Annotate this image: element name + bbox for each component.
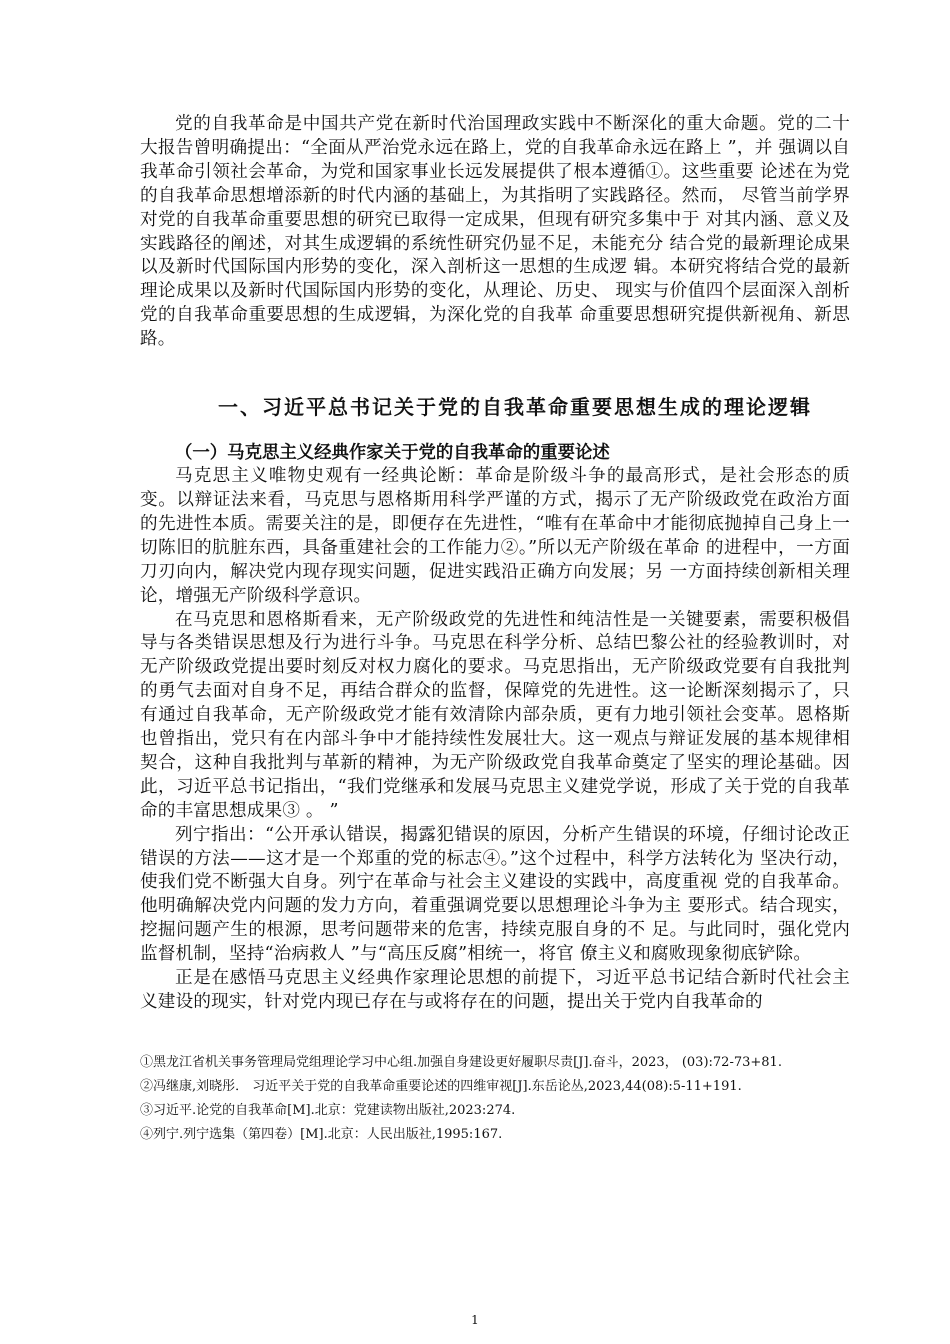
body-paragraph-4: 正是在感悟马克思主义经典作家理论思想的前提下，习近平总书记结合新时代社会主义建设的现实，针对党内现已存在与或将存在的问题，提出关于党内自我革命的 — [140, 968, 850, 1012]
subsection-heading: （一）马克思主义经典作家关于党的自我革命的重要论述 — [175, 443, 610, 464]
page-body — [140, 113, 850, 1015]
footnote-1: ①黑龙江省机关事务管理局党组理论学习中心组.加强自身建设更好履职尽责[J].奋斗，2023， (03):72-73+81. — [140, 1055, 782, 1070]
page-number: 1 — [471, 1313, 479, 1327]
body-paragraph-2: 在马克思和恩格斯看来，无产阶级政党的先进性和纯洁性是一关键要素，需要积极倡导与各类错误思想及行为进行斗争。马克思在科学分析、总结巴黎公社的经验教训时，对无产阶级政党提出要时刻反对权力腐化的要求。马克思指出，无产阶级政党要有自我批判的勇气去面对自身不足，再结合群众的监督，保障党的先进性。这一论断深刻揭示了，只有通过自我革命，无产阶级政党才能有效清除内部杂质，更有力地引领社会变革。恩格斯也曾指出，党只有在内部斗争中才能持续性发展壮大。这一观点与辩证发展的基本规律相契合，这种自我批判与革新的精神，为无产阶级政党自我革命奠定了坚实的理论基础。因此，习近平总书记指出，“我们党继承和发展马克思主义建党学说，形成了关于党的自我革命的丰富思想成果③ 。 ” — [140, 609, 850, 821]
section-heading: 一、习近平总书记关于党的自我革命重要思想生成的理论逻辑 — [218, 395, 812, 420]
footnote-3: ③习近平.论党的自我革命[M].北京：党建读物出版社,2023:274. — [140, 1103, 516, 1118]
body-paragraph-1: 马克思主义唯物史观有一经典论断：革命是阶级斗争的最高形式，是社会形态的质变。以辩证法来看，马克思与恩格斯用科学严谨的方式，揭示了无产阶级政党在政治方面的先进性本质。需要关注的是，即便存在先进性，“唯有在革命中才能彻底抛掉自己身上一切陈旧的肮脏东西，具备重建社会的工作能力②。”所以无产阶级在革命 的进程中，一方面刀刃向内，解决党内现存现实问题，促进实践沿正确方向发展；另 一方面持续创新相关理论，增强无产阶级科学意识。 — [140, 466, 850, 606]
footnote-4: ④列宁.列宁选集（第四卷）[M].北京：人民出版社,1995:167. — [140, 1127, 503, 1142]
intro-paragraph: 党的自我革命是中国共产党在新时代治国理政实践中不断深化的重大命题。党的二十大报告曾明确提出：“全面从严治党永远在路上，党的自我革命永远在路上 ”，并 强调以自我革命引领社会革命，为党和国家事业长远发展提供了根本遵循①。这些重要 论述在为党的自我革命思想增添新的时代内涵的基础上，为其指明了实践路径。然而， 尽管当前学界对党的自我革命重要思想的研究已取得一定成果，但现有研究多集中于 对其内涵、意义及实践路径的阐述，对其生成逻辑的系统性研究仍显不足，未能充分 结合党的最新理论成果以及新时代国际国内形势的变化，深入剖析这一思想的生成逻 辑。本研究将结合党的最新理论成果以及新时代国际国内形势的变化，从理论、历史、 现实与价值四个层面深入剖析党的自我革命重要思想的生成逻辑，为深化党的自我革 命重要思想研究提供新视角、新思路。 — [140, 114, 850, 350]
body-paragraph-3: 列宁指出：“公开承认错误，揭露犯错误的原因，分析产生错误的环境，仔细讨论改正错误的方法——这才是一个郑重的党的标志④。”这个过程中，科学方法转化为 坚决行动，使我们党不断强大自身。列宁在革命与社会主义建设的实践中，高度重视 党的自我革命。他明确解决党内问题的发力方向，着重强调党要以思想理论斗争为主 要形式。结合现实，挖掘问题产生的根源，思考问题带来的危害，持续克服自身的不 足。与此同时，强化党内监督机制，坚持“治病救人 ”与“高压反腐”相统一，将官 僚主义和腐败现象彻底铲除。 — [140, 824, 850, 965]
footnotes — [140, 1054, 860, 1150]
footnote-2: ②冯继康,刘晓彤． 习近平关于党的自我革命重要论述的四维审视[J].东岳论丛,2023,44(08):5-11+191. — [140, 1079, 742, 1094]
